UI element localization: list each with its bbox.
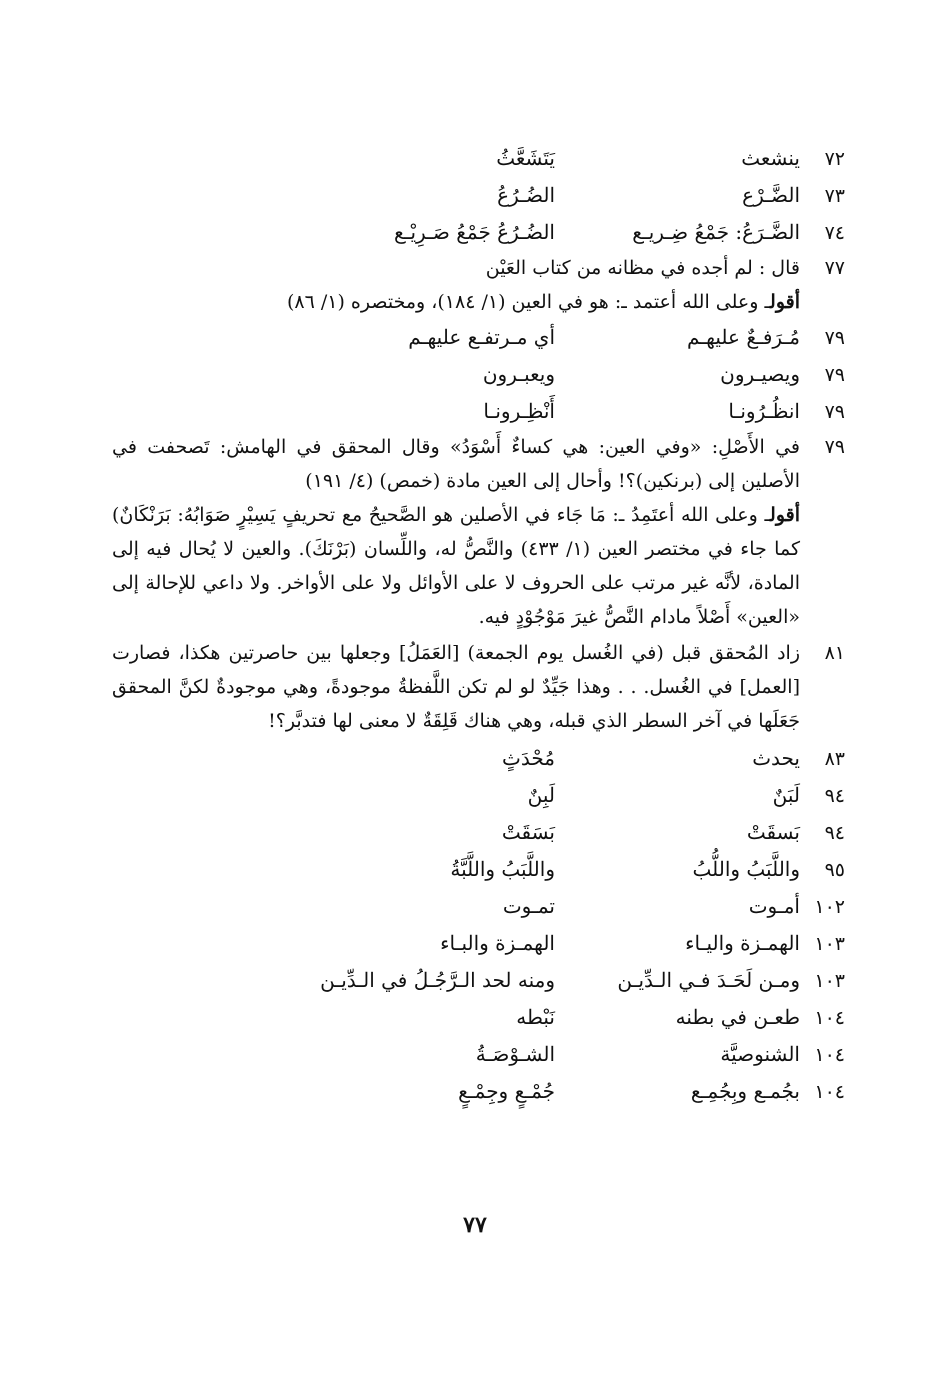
corrected-word: أي مـرتفـع عليهـم (408, 325, 555, 349)
original-word: ينشعث (741, 146, 800, 170)
errata-row (112, 319, 845, 356)
lead-word: أقول (770, 504, 800, 526)
corrected-word: الضُـرُعُ جَمْعُ صَـرِيْـع (393, 220, 555, 244)
page-ref-number: ٨١ (824, 642, 845, 664)
errata-row (112, 777, 845, 814)
corrected-word: ويعبـرون (482, 362, 555, 386)
note-79 (112, 430, 845, 634)
original-word: واللَّبَبُ واللُّبُ (692, 857, 800, 881)
original-word: مُـرَفـعٌ عليهـم (686, 325, 800, 349)
corrected-word: واللَّبَبُ واللَّبَّةُ (450, 857, 555, 881)
original-word: طعـن في بطنه (675, 1005, 800, 1029)
page-ref-number: ٩٥ (824, 859, 845, 881)
page-ref-number: ٧٩ (824, 436, 845, 458)
page-ref-number: ٧٤ (824, 222, 845, 244)
original-word: الشنوصيَّة (720, 1042, 800, 1066)
page-ref-number: ١٠٣ (814, 933, 845, 955)
corrected-word: الشـوْصَـةُ (475, 1042, 555, 1066)
page-ref-number: ١٠٤ (814, 1081, 845, 1103)
original-word: ويصيـرون (720, 362, 800, 386)
errata-row (112, 140, 845, 177)
original-word: ومـن لَحَـدَ فـي الـدِّيـن (617, 968, 800, 992)
errata-row (112, 177, 845, 214)
errata-row (112, 356, 845, 393)
note-paragraph: زاد المُحقق قبل (في الغُسل يوم الجمعة) [العَمَلُ] وجعلها بين حاصرتين هكذا، فصارت [العمل] في الغُسل. . . وهذا جَيِّدٌ لو لم تكن اللَّفظةُ موجودةً، وهي موجودةٌ لكنَّ المحقق جَعَلَها في آخر السطر الذي قبله، وهي هناك قَلِقَةٌ لا معنى لها فتدبَّر؟! (112, 642, 800, 732)
note-paragraph (112, 498, 800, 634)
original-word: بجُمـع وبِجُمِـع (690, 1079, 800, 1103)
original-word: انظُـرُونـا (728, 399, 800, 423)
errata-row (112, 1073, 845, 1110)
page-ref-number: ١٠٤ (814, 1007, 845, 1029)
errata-row (112, 814, 845, 851)
note-body (112, 636, 800, 738)
errata-row (112, 393, 845, 430)
corrected-word: أَنْظِـرونـا (483, 399, 555, 423)
page-ref-number: ٧٣ (824, 185, 845, 207)
note-body (112, 430, 800, 634)
page-ref-number: ١٠٣ (814, 970, 845, 992)
note-body (112, 251, 800, 319)
corrected-word: تمـوت (502, 894, 555, 918)
corrected-word: ومنه لحد الـرَّجُـلُ في الـدِّيـن (320, 968, 555, 992)
errata-row (112, 740, 845, 777)
errata-row (112, 925, 845, 962)
note-text: ـ وعلى الله أعتَمِدُ ـ: مَا جَاء في الأصلين هو الصَّحيحُ مع تحريفٍ يَسِيْرٍ صَوَابُهُ: بَرَنْكَانٌ) كما جاء في مختصر العين (١/ ٤٣٣) والنَّصُّ له، واللِّسان (بَرْنَكَ). والعين لا يُحال فيه إلى المادة، لأنَّه غير مرتب على الحروف لا على الأوائل ولا على الأواخر. ولا داعي للإحالة إلى «العين» أَصْلاً مادام النَّصُّ غيرَ مَوْجُوْدٍ فيه. (112, 504, 800, 628)
corrected-word: يَتَشَعَّثُ (496, 146, 555, 170)
page-ref-number: ١٠٤ (814, 1044, 845, 1066)
corrected-word: لَبِنٌ (527, 783, 555, 807)
errata-row (112, 851, 845, 888)
page-ref-number: ٨٣ (824, 748, 845, 770)
errata-row (112, 214, 845, 251)
errata-row (112, 999, 845, 1036)
corrected-word: الضُـرُعُ (497, 183, 555, 207)
original-word: الهمـزة واليـاء (685, 931, 800, 955)
note-line: قال : لم أجده في مظانه من كتاب العَيْن (485, 257, 800, 279)
page-number: ٧٧ (463, 1212, 487, 1238)
original-word: الضَّـرْع (742, 183, 800, 207)
original-word: بَسقَتْ (746, 820, 800, 844)
page-ref-number: ٧٩ (824, 364, 845, 386)
errata-row (112, 888, 845, 925)
errata-row (112, 1036, 845, 1073)
corrected-word: نَبْطه (516, 1005, 555, 1029)
page-ref-number: ٧٩ (824, 327, 845, 349)
page-ref-number: ٧٧ (824, 257, 845, 279)
original-word: لَبَنٌ (772, 783, 800, 807)
note-line (112, 285, 800, 319)
page-ref-number: ٩٤ (824, 822, 845, 844)
original-word: الضَّـرَعُ: جَمْعُ ضِـريـع (632, 220, 800, 244)
note-81 (112, 636, 845, 738)
page-ref-number: ٩٤ (824, 785, 845, 807)
page-ref-number: ٧٢ (824, 148, 845, 170)
original-word: يحدث (752, 746, 800, 770)
lead-word: أقول (770, 291, 800, 313)
note-77 (112, 251, 845, 319)
note-text: ـ وعلى الله أعتمد ـ: هو في العين (١/ ١٨٤)، ومختصره (١/ ٨٦) (286, 291, 771, 313)
corrected-word: الهمـزة والبـاء (440, 931, 555, 955)
page-ref-number: ١٠٢ (814, 896, 845, 918)
corrected-word: جُمْـعٍ وجِمْـعٍ (458, 1079, 555, 1103)
note-paragraph: في الأَصْلِ: «وفي العين: هي كساءٌ أَسْوَدُ» وقال المحقق في الهامش: تَصحفت في الأصلين إلى (برنكين)؟! وأحال إلى العين مادة (خمص) (٤/ ١٩١) (112, 436, 800, 492)
corrected-word: بَسَقَتْ (501, 820, 555, 844)
errata-content (112, 140, 845, 1110)
page-ref-number: ٧٩ (824, 401, 845, 423)
corrected-word: مُحْدَثٍ (502, 746, 555, 770)
errata-row (112, 962, 845, 999)
original-word: أمـوت (748, 894, 800, 918)
